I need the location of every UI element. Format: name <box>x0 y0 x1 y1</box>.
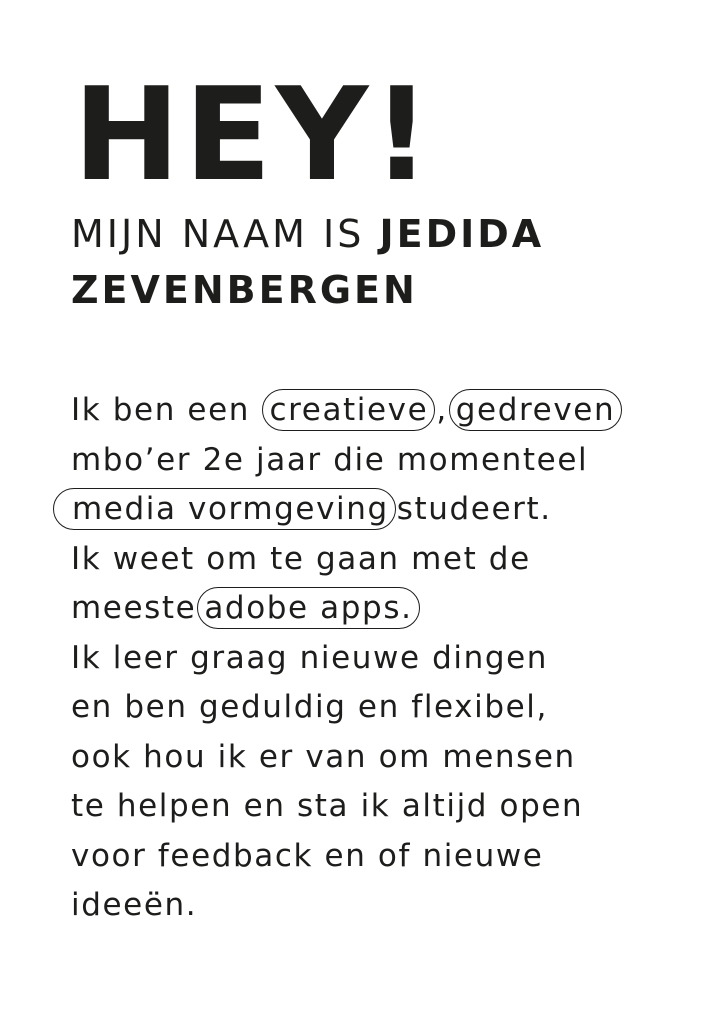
bio-text-segment: meeste <box>71 590 197 626</box>
highlight-creative: creatieve <box>262 389 435 431</box>
bio-line: voor feedback en of nieuwe <box>71 837 544 874</box>
highlight-adobe: adobe apps. <box>197 587 419 629</box>
intro-heading <box>71 206 691 318</box>
bio-line: te helpen en sta ik altijd open <box>71 788 584 824</box>
bio-line: mbo’er 2e jaar die momenteel <box>71 441 589 478</box>
bio-text-segment: Ik ben een <box>71 392 250 428</box>
bio-text-segment: studeert. <box>396 491 552 527</box>
bio-text-segment: , <box>436 392 448 428</box>
bio-line <box>71 485 691 535</box>
bio-line: ideeën. <box>71 887 198 923</box>
bio-line <box>71 386 691 436</box>
headline: HEY! <box>73 61 435 210</box>
highlight-driven: gedreven <box>449 389 622 431</box>
intro-prefix: MIJN NAAM IS <box>71 212 365 256</box>
bio-line: Ik leer graag nieuwe dingen <box>71 639 549 676</box>
highlight-media: media vormgeving <box>53 488 396 530</box>
bio-line <box>71 584 691 634</box>
first-name: JEDIDA <box>379 212 545 256</box>
bio-text <box>71 386 691 931</box>
bio-line: Ik weet om te gaan met de <box>71 540 531 577</box>
last-name: ZEVENBERGEN <box>71 268 418 312</box>
bio-line: en ben geduldig en flexibel, <box>71 689 548 725</box>
bio-line: ook hou ik er van om mensen <box>71 738 576 775</box>
